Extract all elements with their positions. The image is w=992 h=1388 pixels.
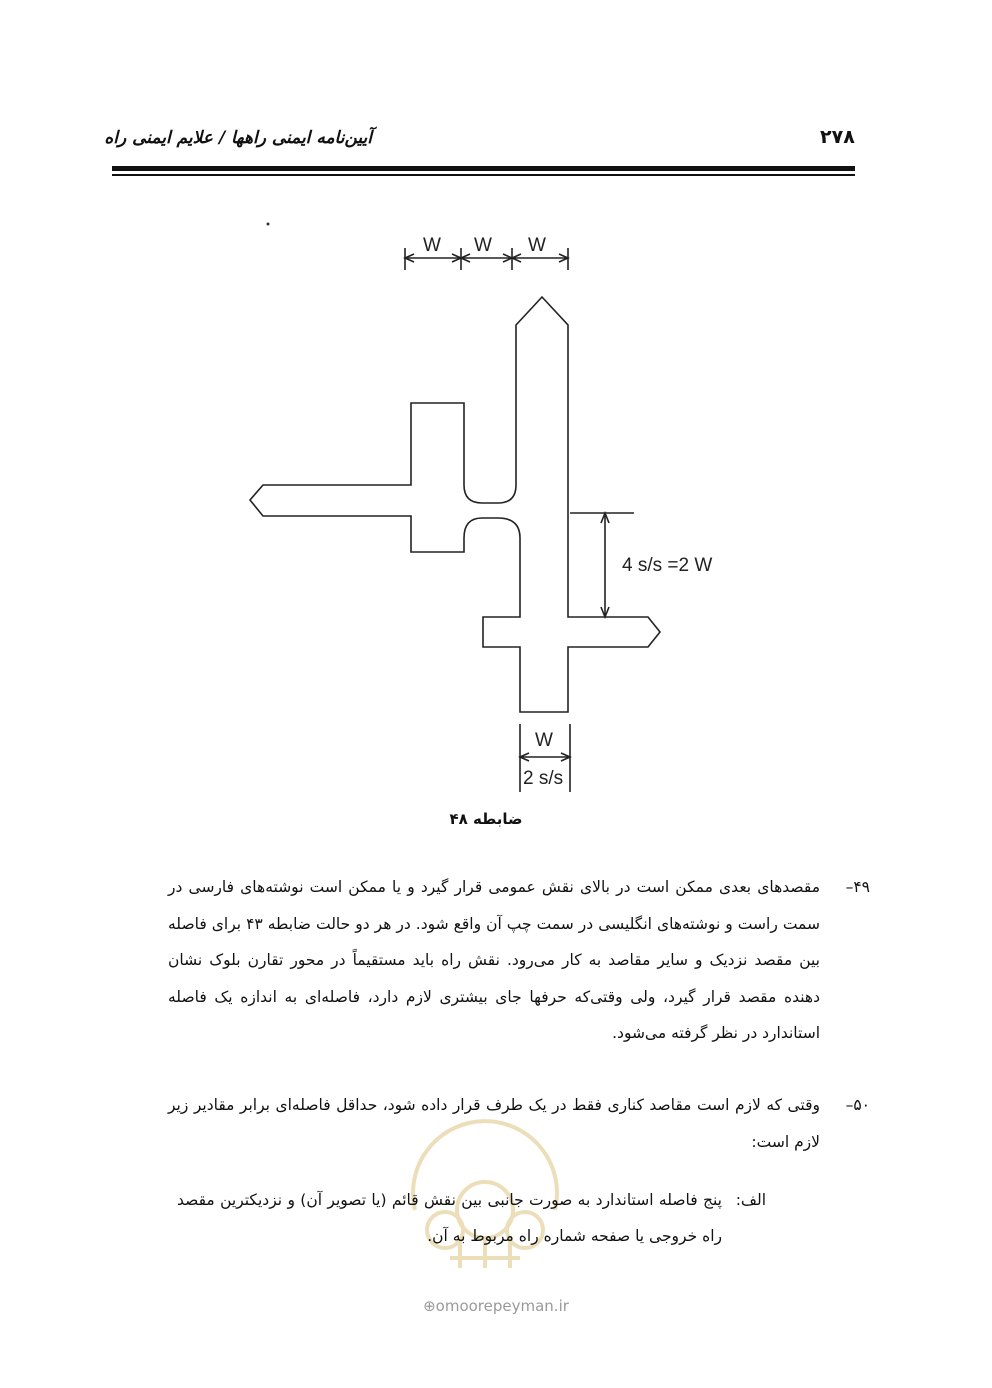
- width-label-1: W: [423, 235, 441, 256]
- paragraph-50: [168, 1087, 870, 1160]
- width-label-3: W: [528, 235, 546, 256]
- paragraph-49-number: ۴۹–: [845, 878, 870, 896]
- road-symbol-outline: [250, 297, 660, 712]
- bottom-width-label: W: [535, 730, 553, 751]
- figure-caption: ضابطه ۴۸: [449, 810, 523, 828]
- page-number: ۲۷۸: [820, 126, 855, 148]
- list-item-a: [177, 1182, 766, 1254]
- list-item-a-label: الف:: [735, 1191, 766, 1209]
- paragraph-49-text: مقصدهای بعدی ممکن است در بالای نقش عمومی قرار گیرد و یا ممکن است نوشته‌های فارسی در سمت راست و نوشته‌های انگلیسی در سمت چپ آن واقع شود. در هر دو حالت ضابطه ۴۳ برای فاصله بین مقصد نزدیک و سایر مقاصد به کار می‌رود. نقش راه باید مستقیماً در محور تقارن بلوک نشان دهنده مقصد قرار گیرد، ولی وقتی‌که حرفها جای بیشتری لازم دارد، فاصله‌ای به اندازه یک فاصله استاندارد در نظر گرفته می‌شود.: [168, 878, 820, 1042]
- paragraph-50-number: ۵۰–: [845, 1096, 870, 1114]
- width-label-2: W: [474, 235, 492, 256]
- list-item-a-text: پنج فاصله استاندارد به صورت جانبی بین نقش قائم (یا تصویر آن) و نزدیکترین مقصد راه خروجی یا صفحه شماره راه مربوط به آن.: [177, 1191, 722, 1245]
- website-watermark: [0, 1297, 992, 1315]
- running-header-title: آیین‌نامه ایمنی راهها / علایم ایمنی راه: [104, 128, 372, 148]
- paragraph-49: [168, 869, 870, 1052]
- bottom-spacing-label: 2 s/s: [523, 768, 564, 789]
- paragraph-50-text: وقتی که لازم است مقاصد کناری فقط در یک طرف قرار داده شود، حداقل فاصله‌ای برابر مقادیر زیر لازم است:: [168, 1096, 820, 1151]
- spacing-label: 4 s/s =2 W: [622, 555, 713, 576]
- website-text: omoorepeyman.ir: [435, 1297, 569, 1315]
- globe-icon: ⊕: [423, 1297, 436, 1315]
